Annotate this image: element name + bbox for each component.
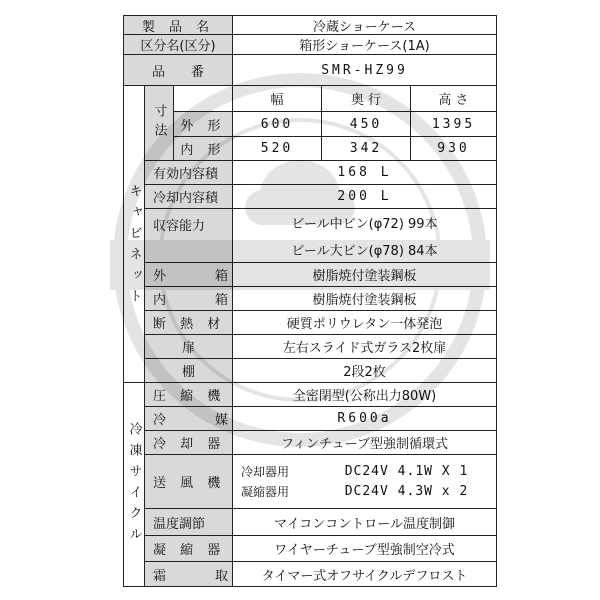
- dim-col-width: 幅: [232, 85, 322, 112]
- fan-line-2: [241, 483, 488, 500]
- value-cooling-volume: 200 L: [232, 184, 497, 209]
- label-door: 扉: [144, 334, 233, 359]
- value-compressor: 全密閉型(公称出力80W): [232, 382, 497, 407]
- fan-line-2-value: DC24V 4.3W x 2: [344, 484, 469, 499]
- dim-outer-height: 1395: [410, 111, 497, 137]
- label-temp-control: 温度調節: [144, 508, 233, 536]
- value-defrost: タイマー式オフサイクルデフロスト: [232, 561, 497, 587]
- dim-outer-width: 600: [232, 111, 322, 137]
- value-shelf: 2段2枚: [232, 358, 497, 383]
- value-door: 左右スライド式ガラス2枚扉: [232, 334, 497, 359]
- capacity-line-1: ビール中ビン(φ72) 99本: [291, 216, 438, 232]
- label-shelf: 棚: [144, 358, 233, 383]
- dim-inner-width: 520: [232, 136, 322, 161]
- capacity-line-2: ビール大ビン(φ78) 84本: [291, 243, 438, 259]
- fan-line-1-value: DC24V 4.1W X 1: [344, 464, 469, 479]
- dim-col-depth: 奥 行: [321, 85, 411, 112]
- dim-outer-depth: 450: [321, 111, 411, 137]
- value-refrigerant: R600a: [232, 406, 497, 431]
- label-compressor: 圧 縮 機: [144, 382, 233, 407]
- value-inner-box: 樹脂焼付塗装鋼板: [232, 286, 497, 311]
- dim-inner-height: 930: [410, 136, 497, 161]
- label-effective-volume: 有効内容積: [144, 160, 233, 185]
- dim-inner-label: 内 形: [173, 136, 233, 161]
- label-dimensions: 寸法: [144, 85, 174, 161]
- dim-outer-label: 外 形: [173, 111, 233, 137]
- label-refrigerant: 冷 媒: [144, 406, 233, 431]
- label-cooling-volume: 冷却内容積: [144, 184, 233, 209]
- label-part-number: 品 番: [123, 54, 233, 86]
- dim-inner-depth: 342: [321, 136, 411, 161]
- label-defrost: 霜 取: [144, 561, 233, 587]
- value-cooler: フィンチューブ型強制循環式: [232, 430, 497, 455]
- label-product-name: 製 品 名: [123, 15, 233, 35]
- value-outer-box: 樹脂焼付塗装鋼板: [232, 262, 497, 287]
- value-fan: [232, 454, 497, 509]
- label-condenser: 凝 縮 器: [144, 535, 233, 562]
- dim-header-blank: [173, 85, 233, 112]
- label-capacity: 収容能力: [144, 208, 233, 263]
- label-outer-box: 外 箱: [144, 262, 233, 287]
- value-effective-volume: 168 L: [232, 160, 497, 185]
- dim-col-height: 高 さ: [410, 85, 497, 112]
- label-fan: 送 風 機: [144, 454, 233, 509]
- fan-line-1-key: 冷却器用: [241, 465, 290, 479]
- value-category: 箱形ショーケース(1A): [232, 34, 497, 55]
- spec-table: [123, 15, 497, 587]
- label-cooler: 冷 却 器: [144, 430, 233, 455]
- value-insulation: 硬質ポリウレタン一体発泡: [232, 310, 497, 335]
- label-insulation: 断 熱 材: [144, 310, 233, 335]
- fan-line-2-key: 凝縮器用: [241, 485, 290, 499]
- group-refrigeration-cycle: 冷凍サイクル: [123, 382, 145, 587]
- label-inner-box: 内 箱: [144, 286, 233, 311]
- value-capacity: [232, 208, 497, 263]
- value-condenser: ワイヤーチューブ型強制空冷式: [232, 535, 497, 562]
- value-temp-control: マイコンコントロール温度制御: [232, 508, 497, 536]
- label-category: 区分名(区分): [123, 34, 233, 55]
- value-product-name: 冷蔵ショーケース: [232, 15, 497, 35]
- value-part-number: SMR-HZ99: [232, 54, 497, 86]
- group-cabinet: キャビネット: [123, 85, 145, 409]
- fan-line-1: [241, 463, 488, 480]
